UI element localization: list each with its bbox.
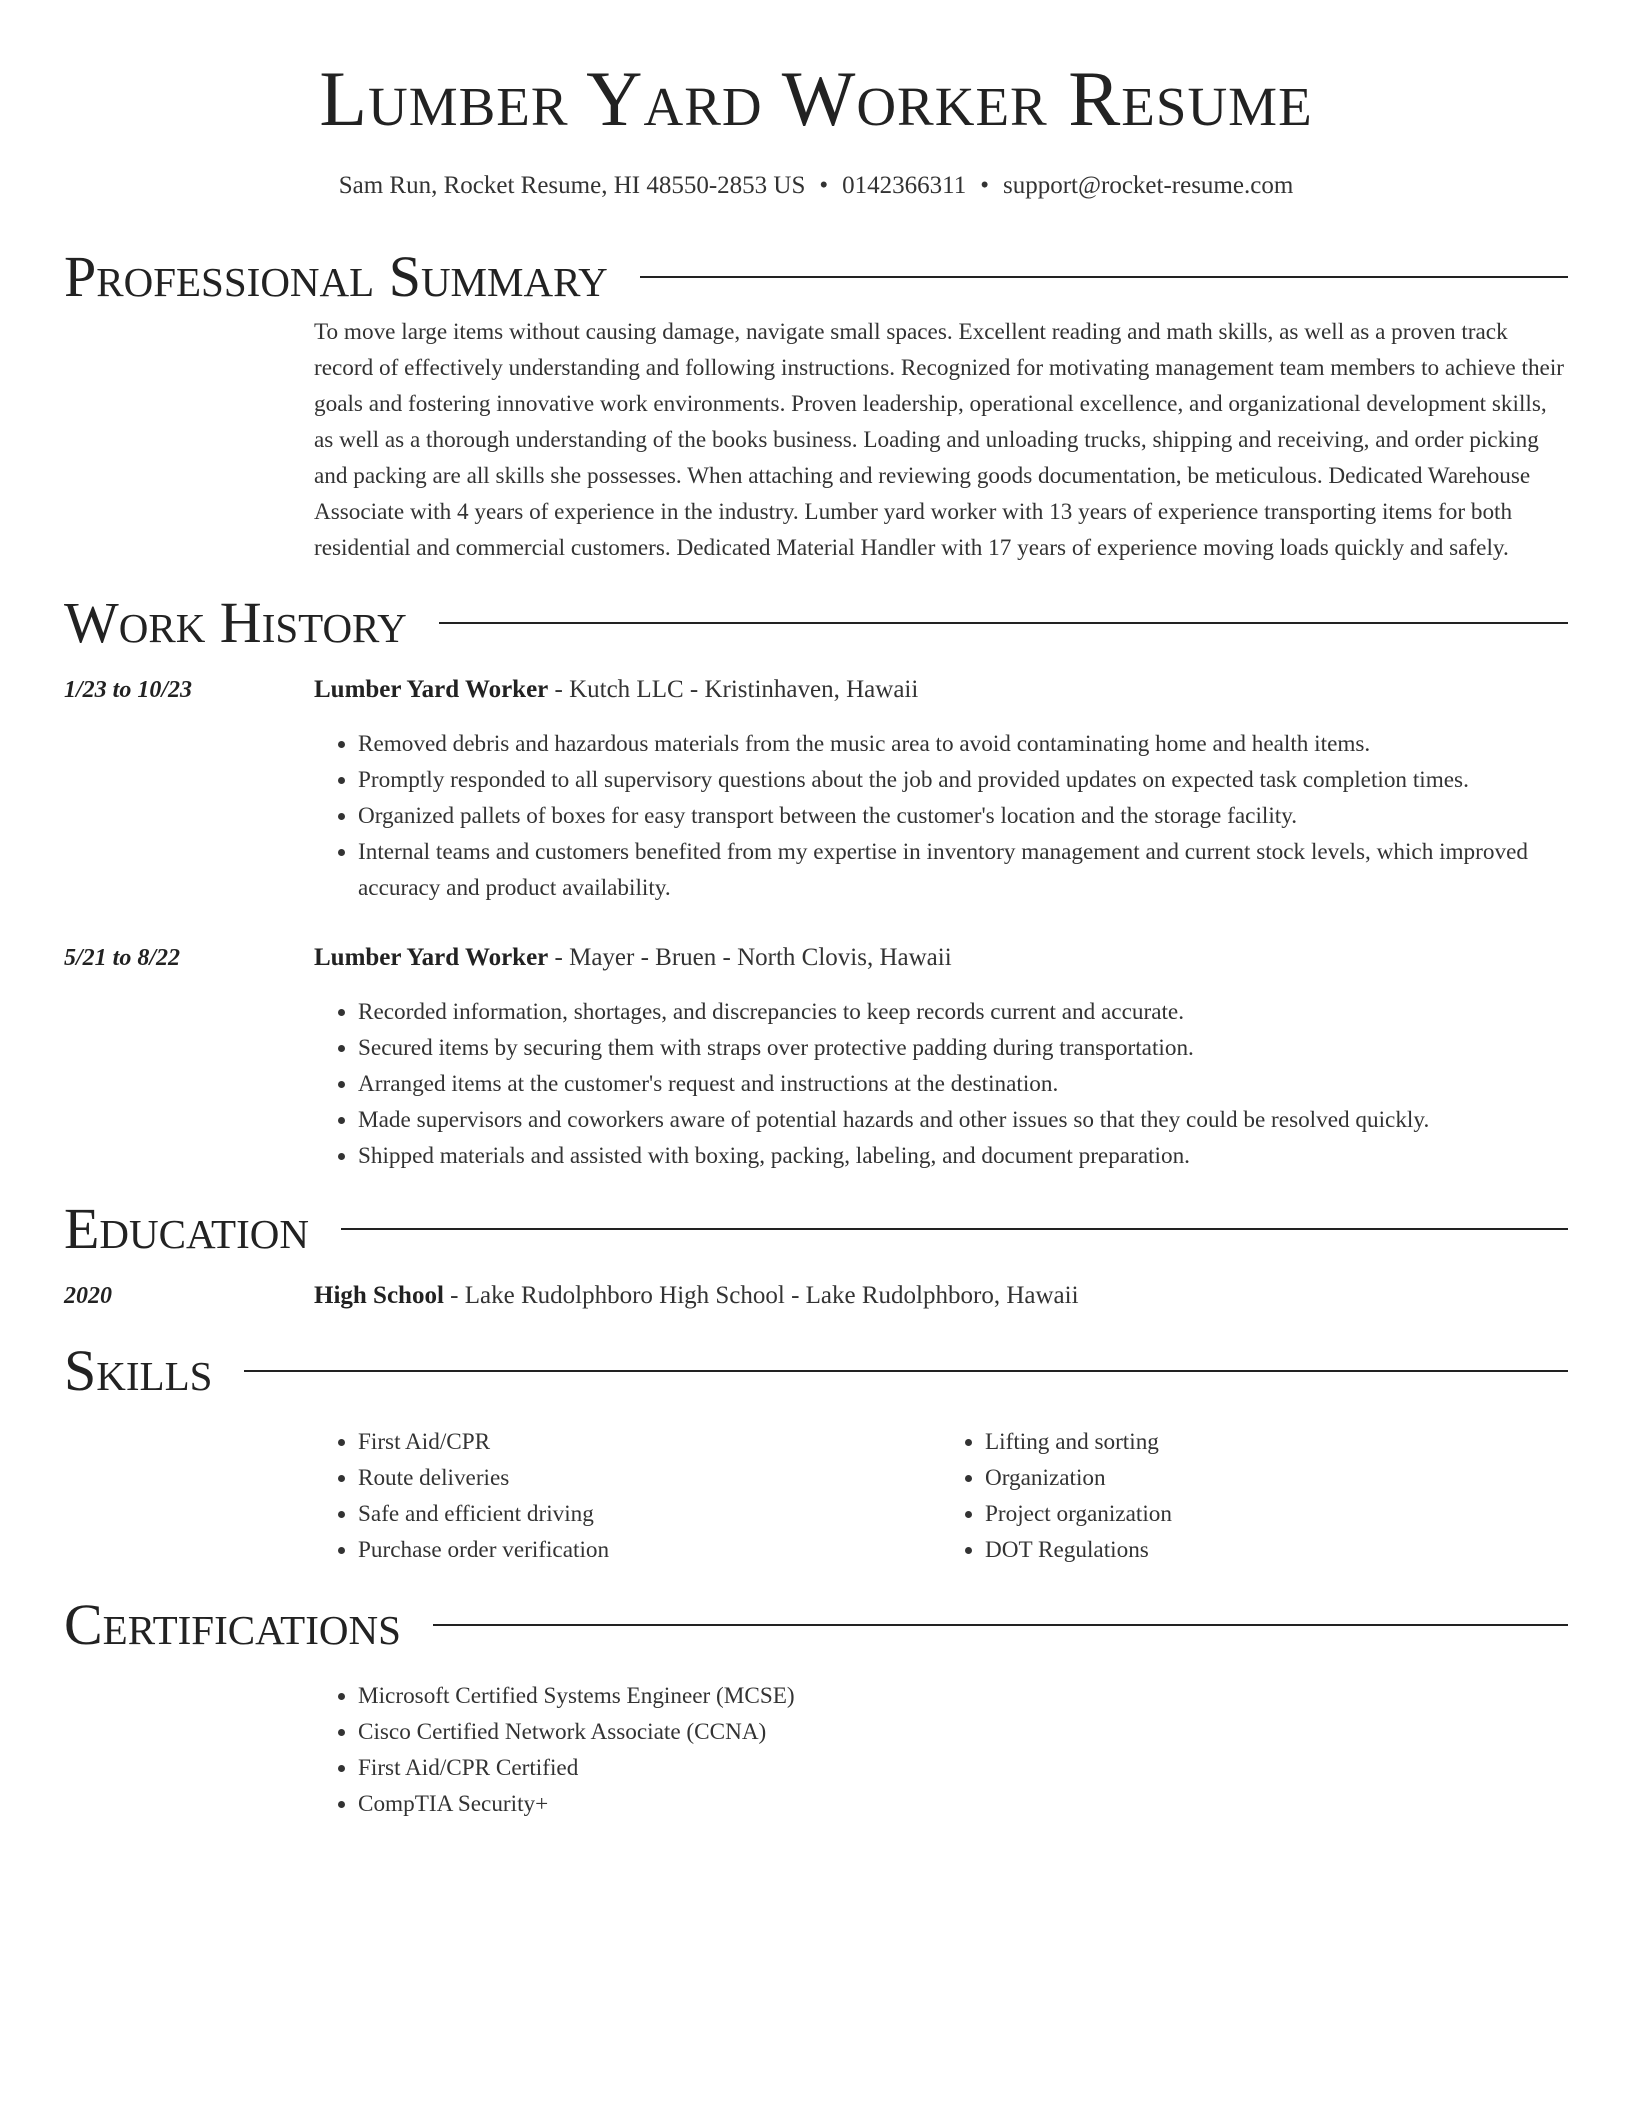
resume-page — [64, 0, 1568, 1822]
job-date: 1/23 to 10/23 — [64, 676, 193, 703]
job-bullets — [314, 726, 1568, 906]
list-item: • Promptly responded to all supervisory questions about the job and provided updates on expected task completion times. — [358, 762, 1568, 798]
certifications-list — [314, 1678, 1568, 1822]
section-divider — [640, 276, 1568, 278]
education-degree: High School — [314, 1281, 444, 1309]
skill-item: • DOT Regulations — [985, 1532, 1568, 1568]
skills-column-left — [314, 1424, 941, 1568]
summary-text: To move large items without causing damage, navigate small spaces. Excellent reading and math skills, as well as a proven track record of effectively understanding and following instructions. Recognized for motivating management team members to achieve their goals and fostering innovative work environments. Proven leadership, operational excellence, and organizational development skills, as well as a thorough understanding of the books business. Loading and unloading trucks, shipping and receiving, and order picking and packing are all skills she possesses. When attaching and reviewing goods documentation, be meticulous. Dedicated Warehouse Associate with 4 years of experience in the industry. Lumber yard worker with 13 years of experience transporting items for both residential and commercial customers. Dedicated Material Handler with 17 years of experience moving loads quickly and safely. — [314, 318, 1565, 561]
list-item: • Internal teams and customers benefited from my expertise in inventory management and current stock levels, which improved accuracy and product availability. — [358, 834, 1568, 906]
job-header — [64, 940, 1568, 976]
certifications-section-header — [64, 1590, 1568, 1660]
list-item: • Made supervisors and coworkers aware of potential hazards and other issues so that they could be resolved quickly. — [358, 1102, 1568, 1138]
skill-item: • Organization — [985, 1460, 1568, 1496]
education-entry — [64, 1278, 1568, 1314]
contact-separator: • — [980, 171, 989, 199]
job-title-line — [314, 672, 918, 708]
education-heading: Education — [64, 1195, 309, 1261]
job-bullets — [314, 994, 1568, 1174]
job-entry — [64, 940, 1568, 1174]
education-date: 2020 — [64, 1282, 112, 1309]
contact-separator: • — [819, 171, 829, 199]
resume-title: Lumber Yard Worker Resume — [319, 55, 1313, 142]
section-divider — [439, 622, 1568, 624]
skill-item: • Lifting and sorting — [985, 1424, 1568, 1460]
job-employer: - Mayer - Bruen - North Clovis, Hawaii — [548, 943, 952, 971]
contact-phone: 0142366311 — [842, 171, 967, 199]
section-divider — [433, 1624, 1568, 1626]
work-heading: Work History — [64, 589, 407, 655]
job-title-line — [314, 940, 952, 976]
contact-line — [64, 172, 1568, 200]
job-employer: - Kutch LLC - Kristinhaven, Hawaii — [548, 675, 919, 703]
list-item: • Arranged items at the customer's request and instructions at the destination. — [358, 1066, 1568, 1102]
job-title: Lumber Yard Worker — [314, 943, 549, 971]
contact-address: Sam Run, Rocket Resume, HI 48550-2853 US — [338, 171, 806, 199]
list-item: • Secured items by securing them with straps over protective padding during transportation. — [358, 1030, 1568, 1066]
certification-item: • Cisco Certified Network Associate (CCNA) — [358, 1714, 1568, 1750]
skill-item: • First Aid/CPR — [358, 1424, 941, 1460]
job-header — [64, 672, 1568, 708]
certification-item: • CompTIA Security+ — [358, 1786, 1568, 1822]
list-item: • Recorded information, shortages, and discrepancies to keep records current and accurate. — [358, 994, 1568, 1030]
job-entry — [64, 672, 1568, 906]
skills-list — [314, 1424, 1568, 1568]
education-section-header — [64, 1194, 1568, 1264]
skill-item: • Safe and efficient driving — [358, 1496, 941, 1532]
skills-section-header — [64, 1336, 1568, 1406]
skill-item: • Project organization — [985, 1496, 1568, 1532]
list-item: • Organized pallets of boxes for easy transport between the customer's location and the storage facility. — [358, 798, 1568, 834]
certification-item: • Microsoft Certified Systems Engineer (MCSE) — [358, 1678, 1568, 1714]
education-school: - Lake Rudolphboro High School - Lake Rudolphboro, Hawaii — [443, 1281, 1079, 1309]
section-divider — [244, 1370, 1568, 1372]
summary-heading: Professional Summary — [64, 243, 608, 309]
certification-item: • First Aid/CPR Certified — [358, 1750, 1568, 1786]
contact-email: support@rocket-resume.com — [1002, 171, 1294, 199]
list-item: • Removed debris and hazardous materials from the music area to avoid contaminating home and health items. — [358, 726, 1568, 762]
skill-item: • Route deliveries — [358, 1460, 941, 1496]
summary-section-header — [64, 242, 1568, 312]
work-section-header — [64, 588, 1568, 658]
certifications-heading: Certifications — [64, 1591, 401, 1657]
section-divider — [341, 1228, 1568, 1230]
skills-heading: Skills — [64, 1337, 213, 1403]
job-date: 5/21 to 8/22 — [64, 944, 181, 971]
list-item: • Shipped materials and assisted with boxing, packing, labeling, and document preparation. — [358, 1138, 1568, 1174]
skill-item: • Purchase order verification — [358, 1532, 941, 1568]
skills-column-right — [941, 1424, 1568, 1568]
job-title: Lumber Yard Worker — [314, 675, 549, 703]
education-line — [314, 1278, 1079, 1314]
